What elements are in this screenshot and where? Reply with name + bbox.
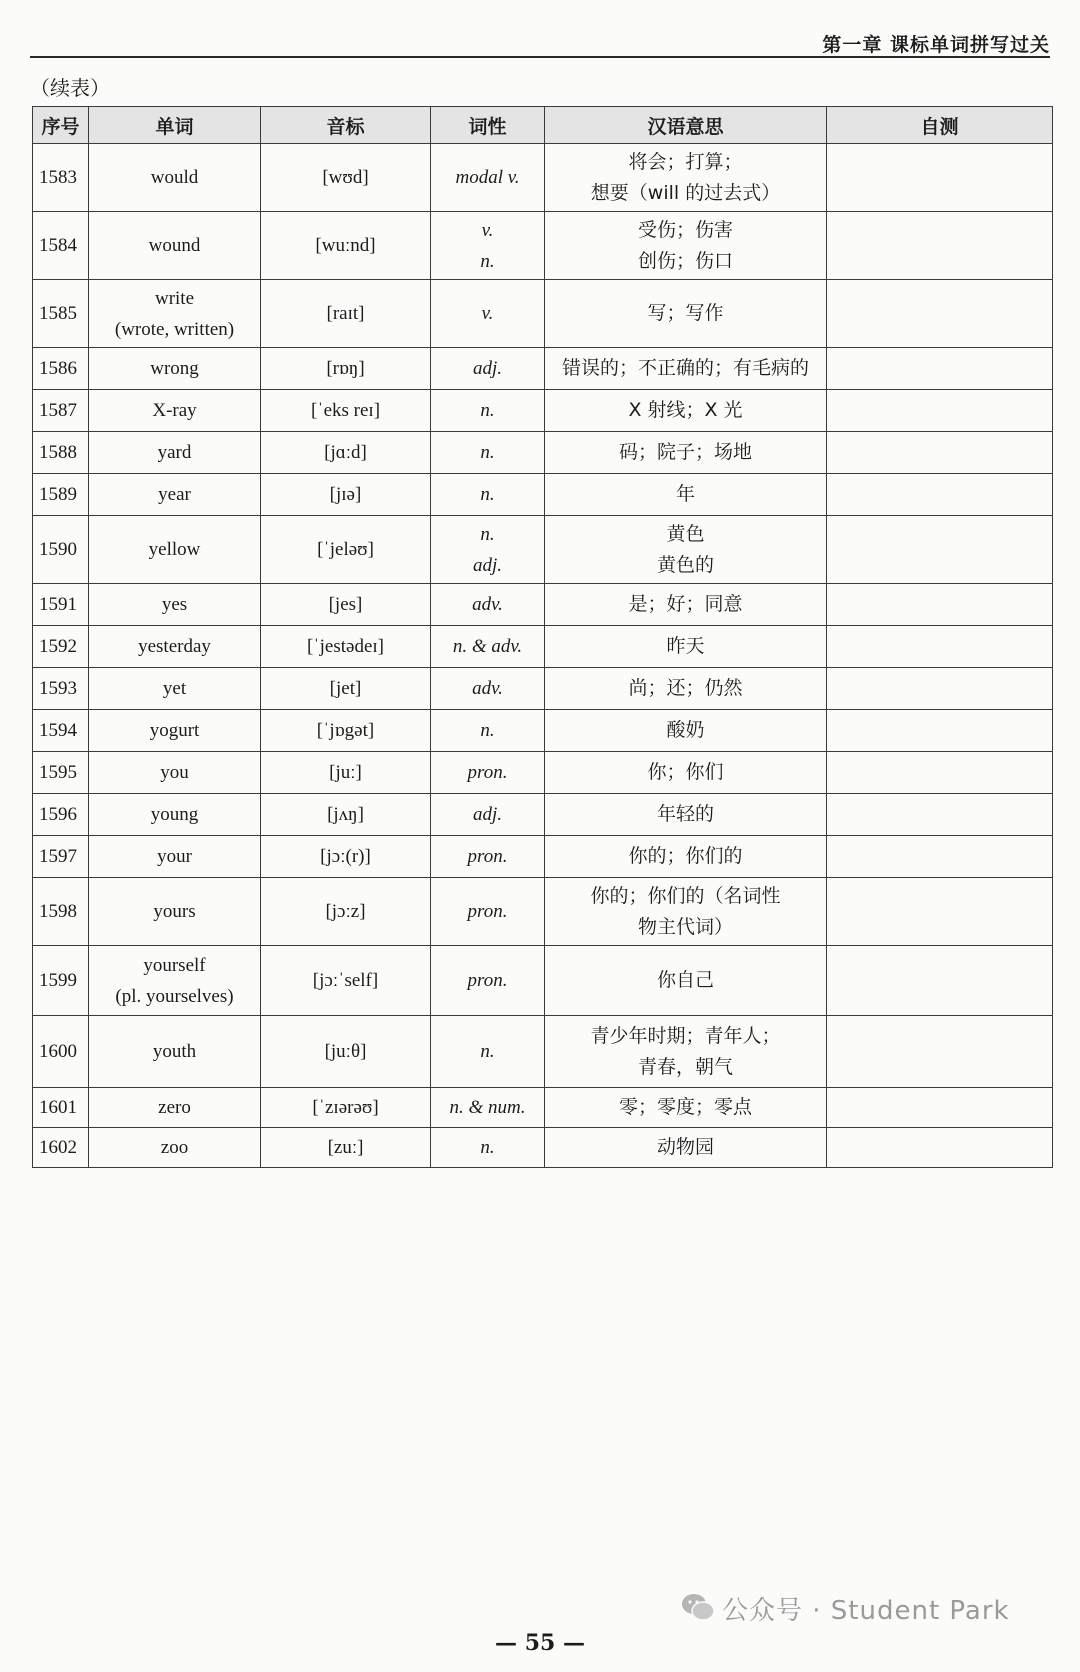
cell-meaning (545, 794, 827, 836)
cell-meaning (545, 432, 827, 474)
cell-part-of-speech-line: v. (481, 219, 494, 241)
cell-word-line: yet (162, 678, 187, 699)
cell-phonetic: [juːθ] (261, 1016, 431, 1088)
cell-meaning-line: 错误的；不正确的；有毛病的 (561, 357, 809, 379)
cell-number: 1601 (33, 1088, 89, 1128)
cell-self-test[interactable] (827, 836, 1053, 878)
cell-phonetic: [jɔːˈself] (261, 946, 431, 1016)
cell-part-of-speech (431, 878, 545, 946)
cell-word (89, 752, 261, 794)
cell-self-test[interactable] (827, 390, 1053, 432)
cell-meaning (545, 474, 827, 516)
cell-word-line: X-ray (152, 400, 197, 421)
cell-meaning-line: 青春，朝气 (637, 1055, 733, 1078)
cell-part-of-speech (431, 516, 545, 584)
cell-part-of-speech (431, 668, 545, 710)
cell-part-of-speech (431, 212, 545, 280)
cell-number: 1583 (33, 144, 89, 212)
cell-meaning-line: 年轻的 (656, 803, 714, 825)
cell-word (89, 710, 261, 752)
cell-word-line: yes (161, 594, 188, 615)
cell-word-line: zero (158, 1097, 191, 1118)
continued-label: （续表） (30, 76, 110, 100)
cell-number: 1598 (33, 878, 89, 946)
cell-part-of-speech (431, 752, 545, 794)
cell-word (89, 584, 261, 626)
cell-part-of-speech (431, 474, 545, 516)
cell-number: 1597 (33, 836, 89, 878)
cell-phonetic: [wuːnd] (261, 212, 431, 280)
page-number: — 55 — (495, 1630, 585, 1656)
cell-part-of-speech-line: adj. (472, 358, 503, 379)
cell-word (89, 878, 261, 946)
cell-phonetic: [jɪə] (261, 474, 431, 516)
cell-word (89, 1088, 261, 1128)
cell-part-of-speech (431, 144, 545, 212)
cell-self-test[interactable] (827, 1088, 1053, 1128)
cell-self-test[interactable] (827, 668, 1053, 710)
cell-word (89, 516, 261, 584)
header-self-test: 自测 (827, 107, 1053, 144)
cell-word (89, 474, 261, 516)
cell-number: 1596 (33, 794, 89, 836)
table-row (33, 348, 1053, 390)
table-header-row (33, 107, 1053, 144)
table-row (33, 584, 1053, 626)
cell-part-of-speech-line: n. (480, 720, 495, 741)
cell-meaning-line: X 射线；X 光 (628, 399, 743, 421)
cell-phonetic: [juː] (261, 752, 431, 794)
cell-meaning-line: 将会；打算； (628, 150, 743, 173)
cell-word-line: yesterday (138, 636, 211, 657)
cell-number: 1594 (33, 710, 89, 752)
cell-number: 1602 (33, 1128, 89, 1168)
cell-part-of-speech-line: n. (480, 250, 495, 272)
table-row (33, 390, 1053, 432)
cell-number: 1591 (33, 584, 89, 626)
cell-word (89, 668, 261, 710)
wechat-icon (680, 1590, 716, 1624)
cell-self-test[interactable] (827, 348, 1053, 390)
cell-phonetic: [ˈjestədeɪ] (261, 626, 431, 668)
cell-meaning-line: 青少年时期；青年人； (590, 1024, 781, 1047)
cell-phonetic: [raɪt] (261, 280, 431, 348)
header-number: 序号 (33, 107, 89, 144)
cell-phonetic: [ˈzɪərəʊ] (261, 1088, 431, 1128)
cell-word-line: yourself (143, 954, 206, 976)
cell-word-line: youth (152, 1041, 197, 1062)
cell-word-line: yellow (148, 539, 201, 560)
running-header (30, 22, 1050, 58)
cell-word-line: young (150, 804, 199, 825)
cell-word (89, 1128, 261, 1168)
cell-meaning-line: 你自己 (656, 969, 714, 991)
cell-word (89, 836, 261, 878)
cell-part-of-speech-line: n. (480, 1137, 495, 1158)
cell-part-of-speech (431, 946, 545, 1016)
cell-meaning-line: 年 (675, 483, 695, 505)
cell-meaning (545, 1016, 827, 1088)
cell-phonetic: [ˈjeləʊ] (261, 516, 431, 584)
cell-part-of-speech (431, 348, 545, 390)
cell-part-of-speech-line: n. & num. (449, 1097, 526, 1118)
cell-self-test[interactable] (827, 710, 1053, 752)
cell-part-of-speech (431, 432, 545, 474)
cell-part-of-speech (431, 794, 545, 836)
watermark-text: 公众号 · Student Park (722, 1596, 1010, 1626)
table-row (33, 752, 1053, 794)
cell-self-test[interactable] (827, 1016, 1053, 1088)
cell-number: 1585 (33, 280, 89, 348)
cell-word-line: your (157, 846, 192, 867)
cell-self-test[interactable] (827, 212, 1053, 280)
cell-meaning-line: 尚；还；仍然 (628, 677, 743, 699)
cell-phonetic: [wʊd] (261, 144, 431, 212)
cell-number: 1600 (33, 1016, 89, 1088)
table-row (33, 516, 1053, 584)
cell-phonetic: [rɒŋ] (261, 348, 431, 390)
vocabulary-table (32, 106, 1053, 1168)
cell-number: 1588 (33, 432, 89, 474)
table-row (33, 710, 1053, 752)
header-meaning: 汉语意思 (545, 107, 827, 144)
cell-word-line: wound (148, 235, 201, 256)
cell-meaning-line: 是；好；同意 (628, 593, 743, 615)
cell-number: 1592 (33, 626, 89, 668)
cell-self-test[interactable] (827, 474, 1053, 516)
cell-number: 1590 (33, 516, 89, 584)
cell-meaning (545, 390, 827, 432)
cell-word-line: yours (153, 901, 196, 922)
chapter-title: 第一章 课标单词拼写过关 (822, 34, 1050, 56)
table-row (33, 212, 1053, 280)
cell-self-test[interactable] (827, 144, 1053, 212)
cell-word (89, 432, 261, 474)
cell-part-of-speech (431, 584, 545, 626)
table-row (33, 668, 1053, 710)
cell-part-of-speech (431, 1128, 545, 1168)
cell-part-of-speech (431, 710, 545, 752)
cell-word (89, 1016, 261, 1088)
cell-self-test[interactable] (827, 516, 1053, 584)
cell-word-line: year (158, 484, 191, 505)
table-row (33, 1016, 1053, 1088)
cell-self-test[interactable] (827, 432, 1053, 474)
cell-part-of-speech (431, 1016, 545, 1088)
cell-number: 1595 (33, 752, 89, 794)
cell-meaning (545, 878, 827, 946)
cell-word (89, 280, 261, 348)
cell-meaning (545, 710, 827, 752)
cell-phonetic: [jɔː(r)] (261, 836, 431, 878)
cell-self-test[interactable] (827, 1128, 1053, 1168)
cell-part-of-speech-line: adj. (472, 554, 503, 576)
cell-meaning (545, 348, 827, 390)
cell-self-test[interactable] (827, 794, 1053, 836)
cell-meaning (545, 946, 827, 1016)
cell-part-of-speech-line: adj. (472, 804, 503, 825)
cell-word (89, 946, 261, 1016)
cell-part-of-speech-line: n. & adv. (452, 636, 523, 657)
cell-self-test[interactable] (827, 752, 1053, 794)
header-part-of-speech: 词性 (431, 107, 545, 144)
cell-number: 1587 (33, 390, 89, 432)
cell-meaning (545, 280, 827, 348)
table-row (33, 1088, 1053, 1128)
cell-phonetic: [jɑːd] (261, 432, 431, 474)
cell-part-of-speech-line: v. (481, 303, 494, 324)
cell-meaning-line: 物主代词） (637, 915, 733, 938)
cell-self-test[interactable] (827, 626, 1053, 668)
cell-part-of-speech (431, 280, 545, 348)
cell-phonetic: [jɔːz] (261, 878, 431, 946)
cell-meaning-line: 黄色的 (656, 553, 714, 576)
cell-meaning (545, 1128, 827, 1168)
cell-word-line: (pl. yourselves) (115, 985, 234, 1007)
table-row (33, 280, 1053, 348)
cell-word (89, 144, 261, 212)
cell-part-of-speech (431, 1088, 545, 1128)
cell-meaning-line: 零；零度；零点 (618, 1096, 752, 1118)
cell-meaning (545, 212, 827, 280)
cell-part-of-speech-line: n. (480, 523, 495, 545)
table-row (33, 474, 1053, 516)
cell-meaning-line: 创伤；伤口 (637, 249, 733, 272)
cell-part-of-speech (431, 390, 545, 432)
cell-part-of-speech-line: pron. (467, 970, 508, 991)
cell-word-line: you (160, 762, 189, 783)
table-row (33, 794, 1053, 836)
cell-phonetic: [jet] (261, 668, 431, 710)
cell-part-of-speech-line: n. (480, 1041, 495, 1062)
table-row (33, 878, 1053, 946)
cell-meaning-line: 酸奶 (666, 719, 705, 741)
cell-part-of-speech-line: adv. (472, 594, 503, 615)
cell-part-of-speech-line: pron. (467, 846, 508, 867)
cell-phonetic: [jes] (261, 584, 431, 626)
table-row (33, 946, 1053, 1016)
cell-phonetic: [jʌŋ] (261, 794, 431, 836)
table-row (33, 1128, 1053, 1168)
cell-word-line: wrong (150, 358, 199, 379)
table-row (33, 432, 1053, 474)
cell-meaning-line: 想要（will 的过去式） (590, 181, 781, 204)
cell-part-of-speech-line: n. (480, 442, 495, 463)
cell-part-of-speech-line: adv. (472, 678, 503, 699)
cell-part-of-speech-line: n. (480, 400, 495, 421)
cell-meaning-line: 你；你们 (647, 761, 724, 783)
cell-meaning (545, 668, 827, 710)
cell-self-test[interactable] (827, 584, 1053, 626)
cell-part-of-speech (431, 836, 545, 878)
cell-meaning (545, 626, 827, 668)
cell-self-test[interactable] (827, 878, 1053, 946)
cell-meaning-line: 受伤；伤害 (637, 218, 733, 241)
cell-phonetic: [ˈeks reɪ] (261, 390, 431, 432)
header-phonetic: 音标 (261, 107, 431, 144)
cell-part-of-speech (431, 626, 545, 668)
cell-word (89, 212, 261, 280)
cell-meaning (545, 584, 827, 626)
cell-meaning-line: 动物园 (656, 1136, 714, 1158)
cell-word-line: write (154, 287, 195, 309)
cell-number: 1599 (33, 946, 89, 1016)
cell-word-line: zoo (160, 1137, 189, 1158)
table-row (33, 144, 1053, 212)
cell-number: 1593 (33, 668, 89, 710)
table-row (33, 836, 1053, 878)
cell-word (89, 390, 261, 432)
cell-self-test[interactable] (827, 280, 1053, 348)
cell-meaning (545, 752, 827, 794)
cell-meaning-line: 黄色 (666, 522, 705, 545)
cell-word (89, 626, 261, 668)
cell-word-line: would (150, 167, 199, 188)
header-word: 单词 (89, 107, 261, 144)
cell-meaning-line: 昨天 (666, 635, 705, 657)
cell-meaning (545, 144, 827, 212)
cell-number: 1589 (33, 474, 89, 516)
cell-word-line: yogurt (149, 720, 200, 741)
cell-part-of-speech-line: pron. (467, 762, 508, 783)
cell-part-of-speech-line: pron. (467, 901, 508, 922)
cell-word-line: (wrote, written) (114, 318, 235, 340)
cell-number: 1584 (33, 212, 89, 280)
cell-meaning-line: 你的；你们的（名词性 (590, 884, 781, 907)
table-row (33, 626, 1053, 668)
cell-self-test[interactable] (827, 946, 1053, 1016)
cell-meaning (545, 1088, 827, 1128)
cell-phonetic: [zuː] (261, 1128, 431, 1168)
cell-meaning (545, 516, 827, 584)
cell-number: 1586 (33, 348, 89, 390)
cell-meaning-line: 码；院子；场地 (618, 441, 752, 463)
cell-word (89, 348, 261, 390)
cell-meaning-line: 写；写作 (647, 302, 724, 324)
cell-meaning-line: 你的；你们的 (628, 845, 743, 867)
cell-part-of-speech-line: n. (480, 484, 495, 505)
cell-part-of-speech-line: modal v. (455, 167, 520, 188)
cell-phonetic: [ˈjɒgət] (261, 710, 431, 752)
cell-word-line: yard (157, 442, 192, 463)
cell-word (89, 794, 261, 836)
cell-meaning (545, 836, 827, 878)
